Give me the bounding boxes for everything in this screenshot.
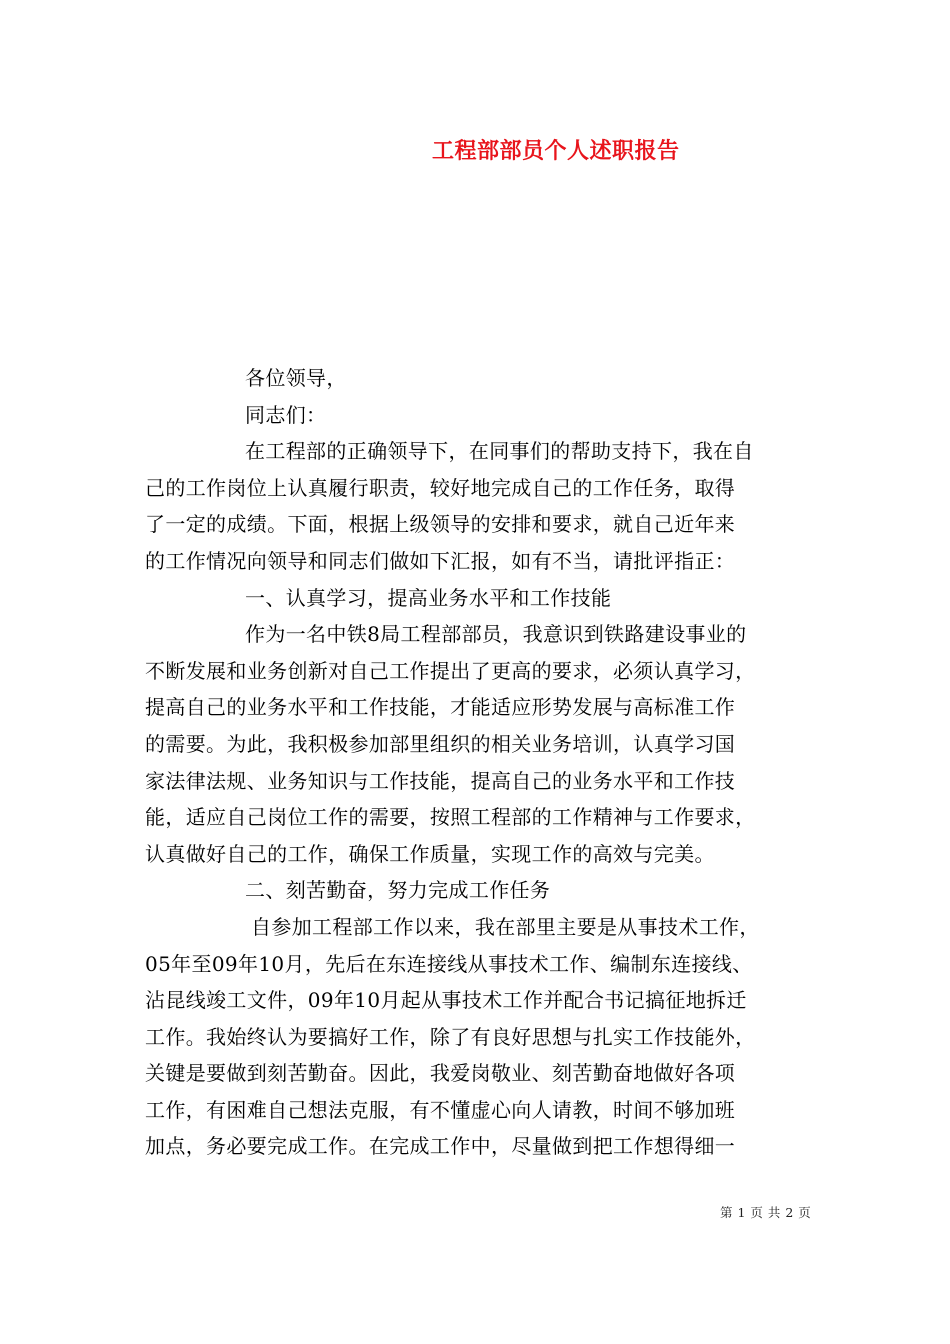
paragraph-line: 提高自己的业务水平和工作技能，才能适应形势发展与高标准工作	[145, 695, 736, 720]
paragraph-line: 工作，有困难自己想法克服，有不懂虚心向人请教，时间不够加班	[145, 1097, 736, 1122]
paragraph-line: 在工程部的正确领导下，在同事们的帮助支持下，我在自	[245, 439, 754, 464]
document-title: 工程部部员个人述职报告	[432, 138, 680, 164]
paragraph-line: 能，适应自己岗位工作的需要，按照工程部的工作精神与工作要求，	[145, 805, 756, 830]
paragraph-line: 的需要。为此，我积极参加部里组织的相关业务培训，认真学习国	[145, 731, 736, 756]
paragraph-line: 作为一名中铁8局工程部部员，我意识到铁路建设事业的	[245, 622, 747, 647]
paragraph-line: 工作。我始终认为要搞好工作，除了有良好思想与扎实工作技能外，	[145, 1024, 756, 1049]
paragraph-line: 自参加工程部工作以来，我在部里主要是从事技术工作，	[251, 914, 760, 939]
paragraph-line: 认真做好自己的工作，确保工作质量，实现工作的高效与完美。	[145, 841, 715, 866]
page-indicator: 第 1 页 共 2 页	[720, 1205, 812, 1220]
paragraph-line: 了一定的成绩。下面，根据上级领导的安排和要求，就自己近年来	[145, 512, 736, 537]
paragraph-line: 己的工作岗位上认真履行职责，较好地完成自己的工作任务，取得	[145, 475, 736, 500]
salutation-line: 同志们：	[245, 402, 327, 427]
paragraph-line: 关键是要做到刻苦勤奋。因此，我爱岗敬业、刻苦勤奋地做好各项	[145, 1061, 736, 1086]
paragraph-line: 家法律法规、业务知识与工作技能，提高自己的业务水平和工作技	[145, 768, 736, 793]
document-body	[145, 360, 810, 1165]
paragraph-line: 05年至09年10月，先后在东连接线从事技术工作、编制东连接线、	[145, 951, 753, 976]
section-heading: 二、刻苦勤奋，努力完成工作任务	[245, 878, 551, 903]
paragraph-line: 不断发展和业务创新对自己工作提出了更高的要求，必须认真学习，	[145, 658, 756, 683]
salutation-line: 各位领导，	[245, 366, 347, 390]
section-heading: 一、认真学习，提高业务水平和工作技能	[245, 585, 612, 610]
paragraph-line: 沾昆线竣工文件，09年10月起从事技术工作并配合书记搞征地拆迁	[145, 988, 747, 1013]
paragraph-line: 加点，务必要完成工作。在完成工作中，尽量做到把工作想得细一	[145, 1134, 736, 1159]
paragraph-line: 的工作情况向领导和同志们做如下汇报，如有不当，请批评指正：	[145, 548, 736, 573]
